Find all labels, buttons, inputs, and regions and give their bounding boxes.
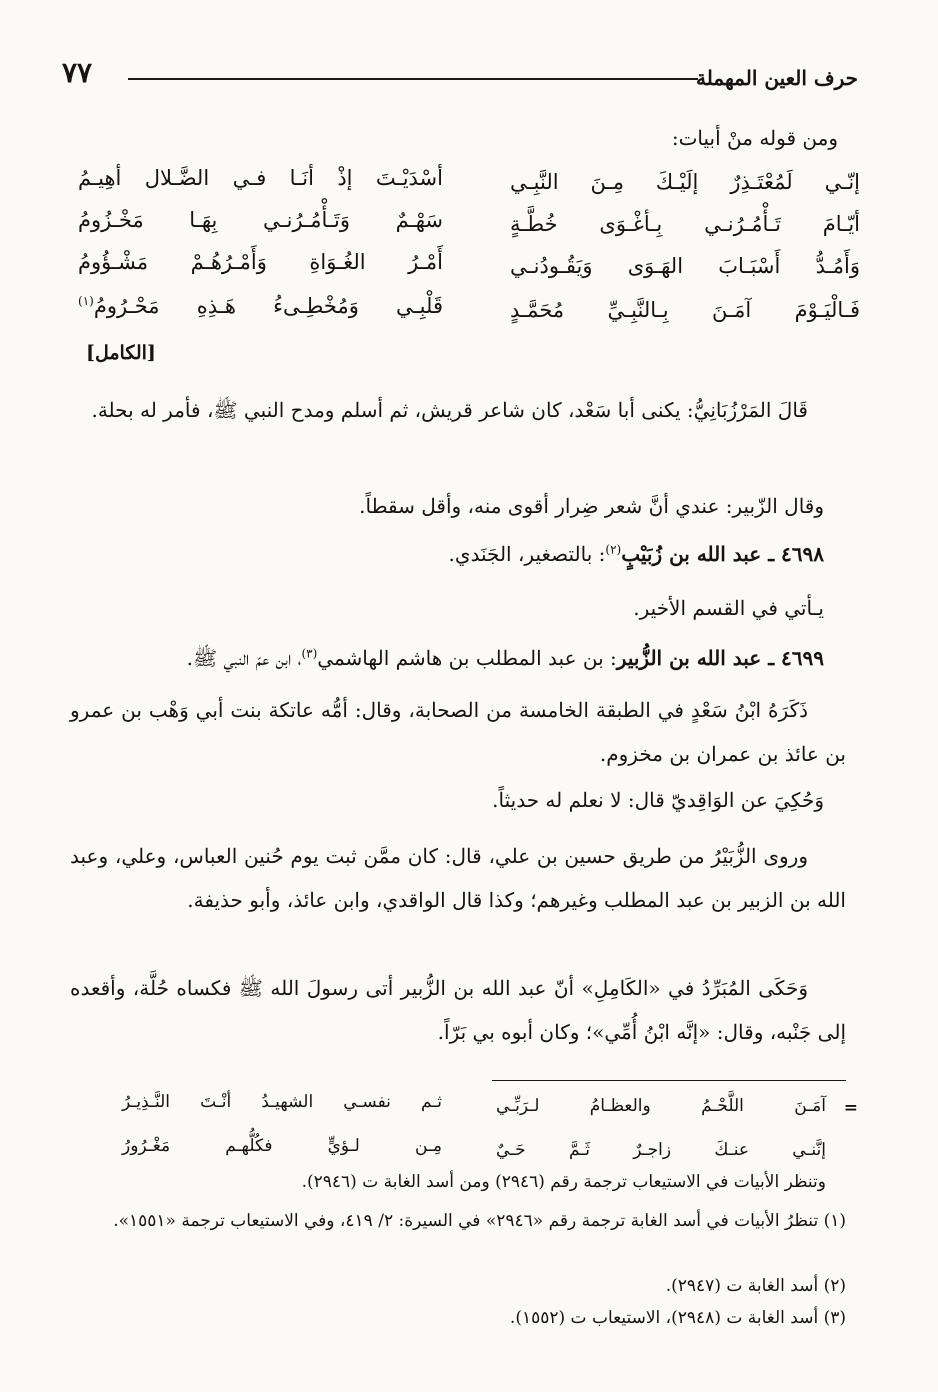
footnote-3: (٣) أسد الغابة ت (٢٩٤٨)، الاستيعاب ت (١٥٥٢).: [509, 1308, 846, 1328]
verse-last-row: [78, 294, 443, 318]
entry-text: ، ابن عمّ النبي ﷺ.: [186, 646, 302, 670]
footnote-marker: (١): [78, 294, 94, 308]
footnote-see-also: وتنظر الأبيات في الاستيعاب ترجمة رقم (٢٩٤٦) ومن أسد الغابة ت (٢٩٤٦).: [301, 1172, 826, 1192]
entry-4699: [187, 646, 824, 675]
verse-first-hemistich: وَأَمُـدُّ أَسْبَـابَ الهَـوَى وَيَقُـودُنـي: [510, 254, 860, 278]
footnote-1: (١) تنظرُ الأبيات في أسد الغابة ترجمة رقم «٢٩٤٦» في السيرة: ٢/ ٤١٩، وفي الاستيعاب ترجمة «١٥٥١».: [113, 1211, 846, 1231]
paragraph-marzubani: قَالَ المَرْزُبَانِيُّ: يكنى أبا سَعْد، كان شاعر قريش، ثم أسلم ومدح النبي ﷺ، فأمر له بحلة.: [91, 398, 808, 422]
footnote-marker: (٢): [605, 542, 622, 557]
footnote-separator: [492, 1080, 846, 1081]
poem-meter: [الكامل]: [86, 342, 156, 364]
verse-first-hemistich: فَـالْيَـوْمَ آمَـنَ بِـالنَّبِـيِّ مُحَمَّـدٍ: [510, 298, 860, 322]
paragraph-zubair-hunayn: وروى الزُّبَيْرُ من طريق حسين بن علي، قال: كان ممَّن ثبت يوم حُنين العباس، وعلي، وعبد الله بن الزبير بن عبد المطلب وغيرهم؛ وكذا قال الواقدي، وابن عائذ، وأبو حذيفة.: [70, 844, 846, 912]
footnote-verse-second: ثـم نفسـي الشهيـدُ أنْـتَ النَّـذِيـرُ: [122, 1092, 442, 1112]
entry-4698: [449, 542, 825, 566]
footnote-verse-first: آمَـنَ اللَّحْـمُ والعظـامُ لـرَبِّـي: [496, 1096, 826, 1116]
paragraph-zubair: وقال الزّبير: عندي أنَّ شعر ضِرار أقوى منه، وأقل سقطاً.: [359, 494, 824, 518]
poem-intro: ومن قوله منْ أبيات:: [671, 126, 838, 150]
page-number: ٧٧: [62, 56, 93, 89]
footnote-2: (٢) أسد الغابة ت (٢٩٤٧).: [665, 1276, 846, 1296]
footnote-marker: (٣): [301, 646, 318, 661]
entry-text: : بن عبد المطلب بن هاشم الهاشمي: [317, 646, 617, 670]
footnote-verse-second: مِـن لـؤيٍّ فكُلُّهـم مَغْـرُورُ: [122, 1136, 442, 1156]
verse-first-hemistich: أيّـامَ تَـأْمُـرُنـي بِـأغْـوَى خُطَّـةٍ: [510, 212, 860, 236]
header-rule: [128, 78, 698, 80]
entry-text: : بالتصغير، الجَنَدي.: [448, 542, 606, 566]
continuation-marker: =: [843, 1098, 858, 1118]
verse-first-hemistich: إنّـي لَمُعْتَـذِرٌ إلَيْـكَ مِـنَ النَّبِـي: [510, 170, 860, 194]
paragraph-waqidi: وَحُكِيَ عن الوَاقِديّ قال: لا نعلم له حديثاً.: [492, 788, 824, 812]
paragraph-yati: يـأتي في القسم الأخير.: [633, 596, 824, 620]
paragraph-ibn-saad: ذَكَرَهُ ابْنُ سَعْدٍ في الطبقة الخامسة من الصحابة، وقال: أمُّه عاتكة بنت أبي وَهْب بن عمرو بن عائذ بن عمران بن مخزوم.: [70, 698, 846, 766]
verse-second-hemistich: أَمْـرُ الغُـوَاةِ وَأَمْـرُهُـمْ مَشْـؤُومُ: [78, 250, 443, 274]
running-title: حرف العين المهملة: [696, 66, 858, 90]
entry-heading: ٤٦٩٩ ـ عبد الله بن الزُّبير: [616, 646, 824, 670]
verse-second-hemistich: قَلْبِـي وَمُخْطِـىءُ هَـذِهِ مَحْـرُومُ: [93, 294, 443, 318]
verse-second-hemistich: سَهْـمٌ وَتَـأْمُـرُنـي بِهَـا مَخْـزُومُ: [78, 208, 443, 232]
verse-second-hemistich: أسْدَيْـتَ إذْ أنَـا فـي الضَّـلال أهِيـمُ: [78, 166, 443, 190]
paragraph-mubarrad: وَحَكَى المُبَرِّدُ في «الكَامِلِ» أنّ عبد الله بن الزُّبير أتى رسولَ الله ﷺ فكساه حُلَّة، وأقعده إلى جَنْبه، وقال: «إنَّه ابْنُ أُمِّي»؛ وكان أبوه بي بَرّاً.: [70, 976, 846, 1044]
entry-heading: ٤٦٩٨ ـ عبد الله بن زُبَيْبٍ: [621, 542, 824, 566]
footnote-verse-first: إنَّنـي عنـكَ زاجـرٌ ثَـمَّ حَـيٌ: [496, 1140, 826, 1160]
